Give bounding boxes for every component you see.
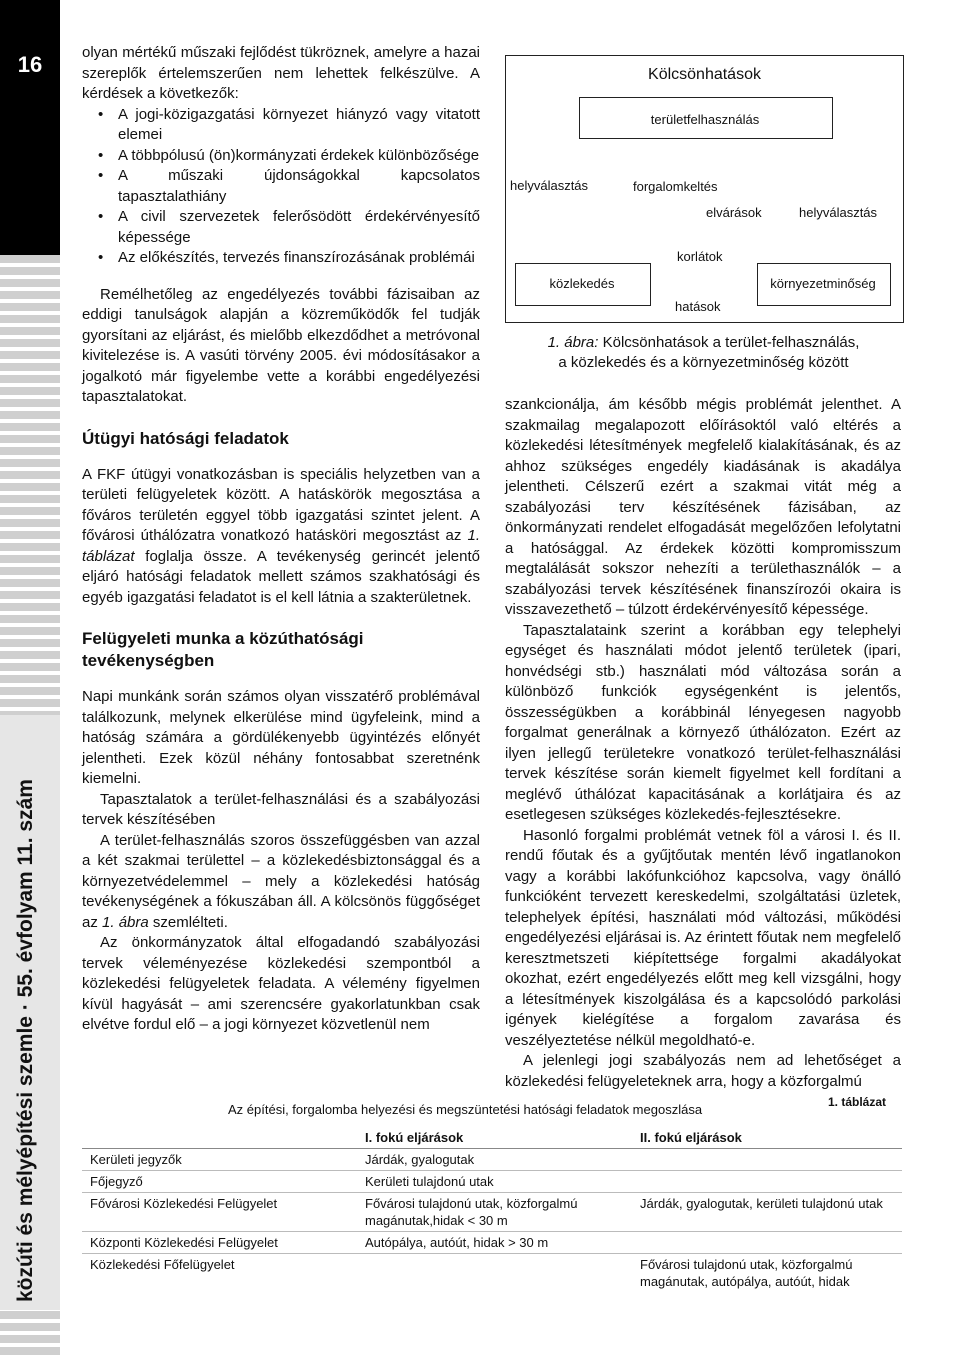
table-label: 1. táblázat (828, 1095, 887, 1109)
figure-reference: 1. ábra (102, 913, 149, 931)
table-cell: Főjegyző (90, 1174, 143, 1189)
intro-paragraph: olyan mértékű műszaki fejlődést tükröznek, amelyre a hazai szereplők értelemszerűen nem lehettek felkészülve. A kérdések a következők: (82, 44, 480, 102)
paragraph: Tapasztalatok a terület-felhasználási és a szabályozási tervek készítésében (82, 790, 480, 828)
table-cell: Fővárosi tulajdonú utak, közforgalmú magánutak,hidak < 30 m (365, 1196, 578, 1228)
table-cell: Kerületi tulajdonú utak (365, 1174, 494, 1189)
paragraph: A jelenlegi jogi szabályozás nem ad lehetőséget a közlekedési felügyeleteknek arra, hogy a közforgalmú (505, 1052, 901, 1090)
figure-label: 1. ábra: (547, 334, 599, 351)
right-column (505, 395, 901, 1092)
list-item: • A műszaki újdonságokkal kapcsolatos tapasztalathiány (118, 166, 480, 207)
table-row (82, 1171, 902, 1193)
land-use-label: területfelhasználás (650, 112, 760, 127)
table-cell (632, 1171, 902, 1193)
table-cell: Autópálya, autóút, hidak > 30 m (365, 1235, 549, 1250)
table-cell: Fővárosi Közlekedési Felügyelet (90, 1196, 278, 1211)
paragraph: A FKF útügyi vonatkozásban is speciális helyzetben van a területi felügyeletek között. A hatáskörök megosztása a főváros területén eggyel több igazgatási szintet jelent. A fővárosi úthálózatra vonatkozó hatásköri megosztást az 1. táblázat foglalja össze. A tevékenység gerincét jelentő eljáró hatósági feladatok mellett számos szakhatósági és egyéb igazgatási feladatot is el kell látnia a szakterületnek. (82, 465, 480, 606)
paragraph: A terület-felhasználás szoros összefüggésben van azzal a két szakmai területtel – a közlekedésbiztonsággal és a környezetvédelemmel – mely a közlekedési hatóság tevékenységének a fókuszában áll. A kölcsönös függőséget az 1. ábra szemlélteti. (82, 831, 480, 931)
table-row (82, 1149, 902, 1171)
table-cell (632, 1149, 902, 1171)
impacts-label: hatások (675, 299, 721, 314)
list-item: • A jogi-közigazgatási környezet hiányzó vagy vitatott elemei (118, 105, 480, 146)
table-row (82, 1193, 902, 1232)
site-selection-left: helyválasztás (510, 178, 589, 193)
table-cell: Járdák, gyalogutak, kerületi tulajdonú utak (640, 1196, 883, 1211)
table-header-cell: II. fokú eljárások (632, 1127, 902, 1149)
table-cell: Kerületi jegyzők (90, 1152, 182, 1167)
table-cell: Járdák, gyalogutak (365, 1152, 475, 1167)
table-cell (632, 1232, 902, 1254)
table-row (82, 1254, 902, 1293)
table-header-row (82, 1127, 902, 1149)
transport-label: közlekedés (549, 276, 615, 291)
table-cell: Fővárosi tulajdonú utak, közforgalmú magánutak, autópálya, autóút, hidak (640, 1257, 853, 1289)
table-cell (357, 1254, 632, 1293)
paragraph: Tapasztalataink szerint a korábban egy telephelyi egységet és használati módot jelentő területek (ipari, honvédségi stb.) használati mód változása során a különböző funkciók egységenként is jelentős, összességükben a korábbinál lényegesen nagyobb forgalmat generálnak a környező úthálózaton. Ezért az ilyen jellegű területekre vonatkozó terület-felhasználási tervek készítése során kiemelt figyelmet kell fordítani a meglévő úthálózat kapacitásának a korlátjaira és az esetlegesen szükséges közlekedés-fejlesztésekre. (505, 621, 901, 823)
diagram-title: Kölcsönhatások (648, 66, 761, 83)
table-reference: 1. táblázat (82, 527, 480, 565)
authority-table (82, 1127, 902, 1292)
figure-caption: 1. ábra: Kölcsönhatások a terület-felhasználás, a közlekedés és a környezetminőség között (547, 334, 860, 371)
list-item: • A civil szervezetek felerősödött érdekérvényesítő képessége (118, 207, 480, 248)
paragraph: Hasonló forgalmi problémát vetnek föl a városi I. és II. rendű főutak és a gyűjtőutak mentén lévő ingatlanokon vagy a korábbi lakófunkcióhoz kapcsolva, vagy önálló funkcióként tervezett kereskedelmi, szolgáltatási üzletek, telephelyek építési, használati mód változási, működési engedélyezési eljárásai is. Az érintett főutak nem megfelelő keresztmetszeti kiépítettsége forgalmi akadályokat okozhat, ezért engedélyezés előtt meg kell vizsgálni, hogy a létesítmények kiszolgálása és a kapcsolódó parkolási igények kielégítése a forgalom zavarása és veszélyeztetése nélkül megoldható-e. (505, 826, 901, 1049)
traffic-generation-label: forgalomkeltés (633, 179, 718, 194)
section-heading: Útügyi hatósági feladatok (82, 428, 289, 448)
constraints-label: korlátok (677, 249, 723, 264)
site-selection-right: helyválasztás (799, 205, 878, 220)
table-title: Az építési, forgalomba helyezési és megszüntetési hatósági feladatok megoszlása (228, 1102, 703, 1117)
expectations-label: elvárások (706, 205, 762, 220)
list-item: • A többpólusú (ön)kormányzati érdekek különbözősége (118, 146, 480, 167)
journal-title: közúti és mélyépítési szemle · 55. évfolyam 11. szám (14, 779, 37, 1302)
paragraph: Az önkormányzatok által elfogadandó szabályozási tervek véleményezése közlekedési szempontból a közlekedési felügyeletek feladata. A vélemény figyelmen kívül hagyását – ami szerencsére gyakorlatunkban csak elvétve fordul elő – a jogi környezet közvetlenül nem (82, 934, 480, 1033)
paragraph: Remélhetőleg az engedélyezés további fázisaiban az eddigi tanulságok alapján a közreműködők fel tudják gyorsítani az eljárást, és mielőbb elkezdődhet a metróvonal kivitelezése is. A vasúti törvény 2005. évi módosításakor a jogalkotó már figyelembe vette a korábbi engedélyezési tapasztalatokat. (82, 285, 480, 405)
left-column (82, 43, 480, 1036)
environment-label: környezetminőség (770, 276, 876, 291)
table-header-cell: I. fokú eljárások (357, 1127, 632, 1149)
section-heading: Felügyeleti munka a közúthatósági tevékenységben (82, 629, 364, 670)
page-number-badge (0, 0, 60, 255)
paragraph: szankcionálja, ám később mégis problémát jelenthet. A szakmailag megalapozott előírásoktól való eltérés a közlekedési létesítmények megfelelő kialakításának, és az ahhoz szükséges engedély kiadásának is akadálya jelentheti. Célszerű ezért a szakmai vitát még a szabályozási terv készítésének fázisában, az önkormányzati rendelet elfogadását megelőzően lefolytatni a hatósággal. Az érdekek közötti kompromisszum megtalálását sokszor nehezíti a területhasználók – a szabályozási tervek készítésének finanszírozói okaira is visszavezethető – túlzott érdekérvényesítő képessége. (505, 396, 901, 618)
table-row (82, 1232, 902, 1254)
interaction-diagram (505, 55, 904, 323)
question-list (82, 105, 480, 269)
table-cell: Központi Közlekedési Felügyelet (90, 1235, 278, 1250)
page-number: 16 (17, 52, 43, 77)
table-header-cell (82, 1127, 357, 1149)
list-item: • Az előkészítés, tervezés finanszírozásának problémái (118, 248, 480, 269)
paragraph: Napi munkánk során számos olyan visszatérő problémával találkozunk, melynek elkerülése mind ügyfeleink, mind a hatóság számára a gördülékenyebb ügyintézés előnyét jelentheti. Ezek közül néhány fontosabbat szeretnénk kiemelni. (82, 688, 480, 787)
table-cell: Közlekedési Főfelügyelet (90, 1257, 235, 1272)
